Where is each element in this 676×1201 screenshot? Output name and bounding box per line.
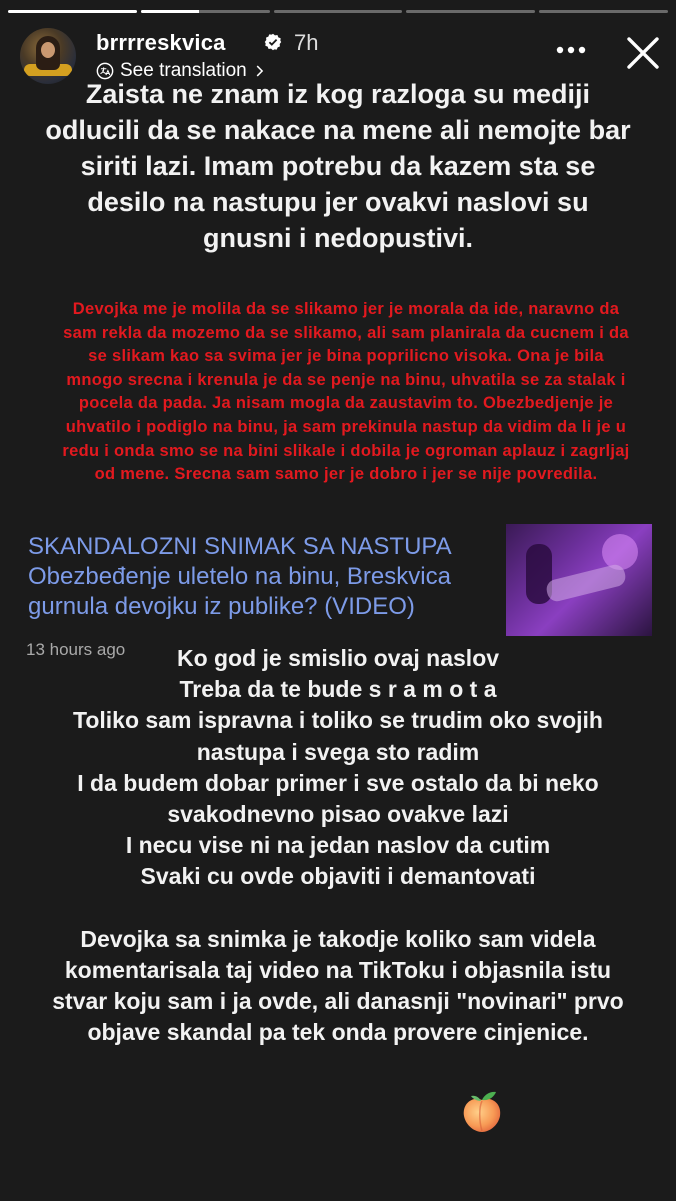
username[interactable]: brrrreskvica: [96, 30, 226, 55]
post-time: 7h: [294, 30, 319, 55]
article-headline: SKANDALOZNI SNIMAK SA NASTUPA Obezbeđenje uletelo na binu, Breskvica gurnula devojku iz publike? (VIDEO): [28, 533, 451, 620]
closing-text: Devojka sa snimka je takodje koliko sam videla komentarisala taj video na TikToku i objasnila istu stvar koju sam i ja ovde, ali danasnji "novinari" prvo objave skandal pa tek onda provere cinjenice.: [52, 925, 624, 1046]
story-main-text: Zaista ne znam iz kog razloga su mediji odlucili da se nakace na mene ali nemojte bar siriti lazi. Imam potrebu da kazem sta se desilo na nastupu jer ovakvi naslovi su gnusni i nedopustivi.: [45, 79, 631, 253]
article-time-ago: 13 hours ago: [26, 640, 126, 659]
article-thumbnail: [506, 524, 652, 636]
peach-emoji-icon: [458, 1088, 506, 1136]
body-line: I da budem dobar primer i sve ostalo da bi neko svakodnevno pisao ovakve lazi: [77, 769, 599, 828]
story-body-text: [40, 643, 636, 1048]
body-line: I necu vise ni na jedan naslov da cutim: [125, 832, 551, 859]
progress-segment: [141, 10, 270, 13]
body-line: Ko god je smislio ovaj naslov: [176, 645, 500, 671]
body-line: Svaki cu ovde objaviti i demantovati: [140, 863, 536, 890]
story-progress-bar: [8, 10, 668, 13]
story-red-text: Devojka me je molila da se slikamo jer je morala da ide, naravno da sam rekla da mozemo da se slikamo, ali sam planirala da cucnem i da se slikam kao sa svima jer je bina poprilicno visoka. Ona je bila mnogo srecna i krenula je da se penje na binu, uhvatila se za stalak i pocela da pada. Ja nisam mogla da zaustavim to. Obezbedjenje je uhvatilo i podiglo na binu, ja sam prekinula nastup da vidim da li je u redu i onda smo se na bini slikale i dobila je ogroman aplauz i zagrljaj od mene. Srecna sam samo jer je dobro i jer se nije povredila.: [62, 300, 630, 484]
more-options-icon[interactable]: [556, 46, 586, 54]
body-line: Treba da te bude s r a m o t a: [179, 676, 497, 703]
progress-segment: [274, 10, 403, 13]
progress-segment: [539, 10, 668, 13]
see-translation-label: See translation: [120, 60, 247, 81]
close-icon[interactable]: [626, 36, 660, 70]
verified-badge-icon: [264, 33, 282, 51]
body-line: Toliko sam ispravna i toliko se trudim oko svojih nastupa i svega sto radim: [73, 707, 603, 765]
progress-segment: [406, 10, 535, 13]
progress-segment: [8, 10, 137, 13]
